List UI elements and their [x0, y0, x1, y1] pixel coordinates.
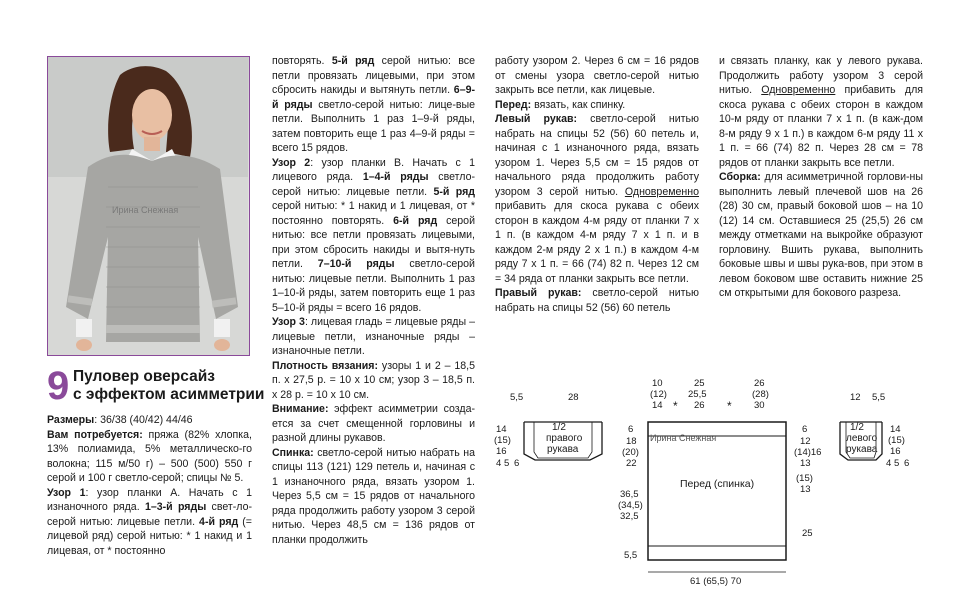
top-3b: (28) — [752, 389, 769, 400]
density-label: Плотность вязания: — [272, 359, 379, 372]
c2-text: : узор планки В. Начать с 1 лицевого ряда. — [272, 156, 475, 183]
c3-text: прибавить для скоса рукава с обеих сторон в каждом 4-м ряду от планки 7 х 1 п. (в каждом 4-м ряду 7 х 1 п. и в каждом 2-м ряду 2 х 1 п.) в каждом 4-м ряду 7 х 1 п. = 66 (74) 82 п. Через 12 см = 34 ряда от планки закрыть все петли. — [495, 200, 699, 285]
right-13: 13 — [800, 458, 811, 469]
text-column-1 — [47, 413, 252, 558]
ls-side-1: 14 — [496, 424, 507, 435]
c2-rows14: 1–4-й ряды — [362, 171, 429, 183]
top-3c: 30 — [754, 400, 765, 411]
model-photo — [47, 56, 250, 356]
pattern1-text2: свет-ло-серой нитью: лицевые петли. — [47, 501, 252, 528]
top-1a: 10 — [652, 378, 663, 389]
materials-text: пряжа (82% хлопка, 13% полиамида, 5% металлическо-го волокна; 115 м/50 г) – 500 (500) 550 г серой и 100 г светло-серой; спицы № 5. — [47, 428, 252, 484]
c3-text: вязать, как спинку. — [531, 98, 626, 111]
c2-text: светло-серой нитью набрать на спицы 113 (121) 129 петель и, начиная с 1 изнаночного ряда, вязать узором 1. Через 5,5 см = 15 рядов от начального ряда продолжить работу узором 3 серой нитью. Через 48,5 см = 136 рядов от планки продолжить — [272, 446, 475, 546]
bottom-dim: 61 (65,5) 70 — [690, 576, 742, 587]
c4-text: прибавить для скоса рукава с обеих сторон в каждом 10-м ряду от планки 7 х 1 п. (в каж-дом 8-м ряду 9 х 1 п.) в каждом 6-м ряду 11 х 1 п. = 66 (74) 82 п. Через 28 см = 78 рядов от планки закрыть все петли. — [719, 84, 923, 169]
neck-mark-left: * — [673, 399, 678, 413]
c2-text: узоры 1 и 2 – 18,5 п. х 27,5 р. = 10 х 10 см; узор 3 – 18,5 п. х 28 р. = 10 х 10 см. — [272, 359, 475, 401]
pattern1-rows13: 1–3-й ряды — [144, 501, 207, 513]
right-25: 25 — [802, 528, 813, 539]
simultaneously-word: Одновременно — [761, 84, 836, 96]
right-sleeve-label: Правый рукав: — [495, 287, 582, 299]
c2-rows710: 7–10-й ряды — [317, 258, 395, 270]
right-14-16: (14)16 — [794, 447, 822, 458]
right-12: 12 — [800, 436, 811, 447]
ls-label-1: 1/2 — [552, 422, 566, 433]
c2-text: светло-серой нитью: лице-вые петли. Выполнить 1 раз 1–9-й ряды, затем повторить еще 1 раз 4–9-й ряды = всего 15 рядов. — [272, 98, 475, 154]
rs-top-a: 12 — [850, 392, 861, 403]
left-22: 22 — [626, 458, 637, 469]
rs-side-4: 4 — [886, 458, 892, 469]
c2-text: : лицевая гладь = лицевые ряды – лицевые петли, изнаночные ряды – изнаночные петли. — [272, 316, 476, 357]
ls-side-3: 16 — [496, 446, 507, 457]
pattern1-text: : узор планки А. Начать с 1 изнаночного ряда. — [47, 486, 252, 513]
text-column-4 — [719, 54, 923, 301]
c2-text: серой нитью: все петли провязать лицевыми, при этом сбросить накиды и вытянуть петли. — [272, 55, 475, 96]
neck-mark-right: * — [727, 399, 732, 413]
rs-side-6: 6 — [904, 458, 910, 469]
ls-side-2: (15) — [494, 435, 511, 446]
back-label: Спинка: — [272, 446, 314, 459]
pattern-number: 9 — [47, 364, 70, 408]
right-13b: 13 — [800, 484, 811, 495]
materials-label: Вам потребуется: — [47, 428, 143, 441]
rs-side-5: 5 — [894, 458, 900, 469]
front-label: Перед: — [495, 98, 532, 111]
left-20: (20) — [622, 447, 639, 458]
rs-side-3: 16 — [890, 446, 901, 457]
rs-label-3: рукава — [846, 444, 878, 455]
c3-text: светло-серой нитью набрать на спицы 52 (56) 60 петель — [495, 287, 699, 314]
rs-side-1: 14 — [890, 424, 901, 435]
c3-text: светло-серой нитью набрать на спицы 52 (56) 60 петель и, начиная с 1 изнаночного ряда, вязать узором 1. Через 5,5 см = 15 рядов от начального ряда продолжить работу узором 3 серой нитью. — [495, 113, 699, 198]
photo-watermark: Ирина Снежная — [112, 205, 179, 215]
pattern1-text3: (= лицевой ряд) серой нитью: * 1 накид и 1 лицевая, от * постоянно — [47, 515, 252, 557]
text-column-3 — [495, 54, 699, 315]
simultaneously-word: Одновременно — [624, 185, 699, 198]
c4-text: и связать планку, как у левого рукава. Продолжить работу узором 3 серой нитью. — [719, 55, 923, 96]
c2-row5b: 5-й ряд — [433, 185, 476, 198]
c2-row6: 6-й ряд — [393, 214, 438, 227]
c2-text: светло-серой нитью: лицевые петли. — [272, 171, 475, 198]
ls-top-b: 28 — [568, 392, 579, 403]
ls-label-3: рукава — [547, 444, 579, 455]
pattern2-label: Узор 2 — [272, 156, 311, 169]
pattern1-row4: 4-й ряд — [199, 515, 239, 528]
sizes-label: Размеры — [47, 414, 95, 426]
c2-text: серой нитью: * 1 накид и 1 лицевая, от * постоянно повторять. — [272, 200, 475, 227]
title-line-1: Пуловер оверсайз — [73, 368, 215, 385]
assembly-label: Сборка: — [719, 171, 761, 183]
left-18: 18 — [626, 436, 637, 447]
left-55: 5,5 — [624, 550, 638, 561]
rs-top-b: 5,5 — [872, 392, 886, 403]
ls-label-2: правого — [546, 433, 583, 444]
left-32: 32,5 — [620, 511, 639, 522]
rs-label-2: левого — [846, 433, 878, 444]
text-column-2 — [272, 54, 475, 547]
sizes-text: : 36/38 (40/42) 44/46 — [94, 414, 193, 426]
c2-rows69: 6–9-й ряды — [272, 84, 475, 111]
top-2b: 25,5 — [688, 389, 707, 400]
ls-side-4: 4 — [496, 458, 502, 469]
left-36: 36,5 — [620, 489, 639, 500]
schematic-diagram — [490, 372, 930, 594]
c4-text: для асимметричной горлови-ны выполнить левый плечевой шов на 26 (28) 30 см, правый боковой шов – на 10 (12) 14 см. Оставшиеся 25 (25,5) 26 см между отметками на выкройке образуют горловину. Вшить рукава, выполнить боковые швы и швы рука-вов, при этом в левом боковом шве оставить нижние 25 см открытыми для бокового разреза. — [719, 171, 923, 299]
ls-side-6: 6 — [514, 458, 520, 469]
top-1c: 14 — [652, 400, 663, 411]
c2-text: серой нитью: все петли провязать лицевыми, при этом сбросить накиды и вытя-нуть петли. — [272, 214, 475, 270]
attention-label: Внимание: — [272, 403, 329, 415]
top-3a: 26 — [754, 378, 765, 389]
c2-text: эффект асимметрии созда-ется за счет смещенной горловины и разной длины рукавов. — [272, 403, 475, 444]
left-sleeve-label: Левый рукав: — [495, 113, 578, 125]
left-6: 6 — [628, 424, 634, 435]
rs-side-2: (15) — [888, 435, 905, 446]
rs-label-1: 1/2 — [850, 422, 864, 433]
c2-text: повторять. — [272, 55, 332, 67]
title-line-2: с эффектом асимметрии — [73, 386, 265, 403]
ls-top-a: 5,5 — [510, 392, 524, 403]
left-34: (34,5) — [618, 500, 643, 511]
pattern3-label: Узор 3 — [272, 316, 305, 328]
diagram-watermark: Ирина Снежная — [650, 433, 717, 443]
right-6: 6 — [802, 424, 808, 435]
right-15: (15) — [796, 473, 813, 484]
top-2c: 26 — [694, 400, 705, 411]
top-1b: (12) — [650, 389, 667, 400]
c3-text: работу узором 2. Через 6 см = 16 рядов от смены узора светло-серой нитью закрыть все петли, как лицевые. — [495, 55, 699, 96]
front-label: Перед (спинка) — [680, 478, 755, 490]
pattern1-label: Узор 1 — [47, 486, 86, 499]
top-2a: 25 — [694, 378, 705, 389]
c2-text: светло-серой нитью: лицевые петли. Выполнить 1 раз 1–10-й ряды, затем повторить еще 1 раз 5–10-й ряды = всего 16 рядов. — [272, 258, 475, 314]
c2-row5: 5-й ряд — [331, 55, 375, 67]
ls-side-5: 5 — [504, 458, 510, 469]
